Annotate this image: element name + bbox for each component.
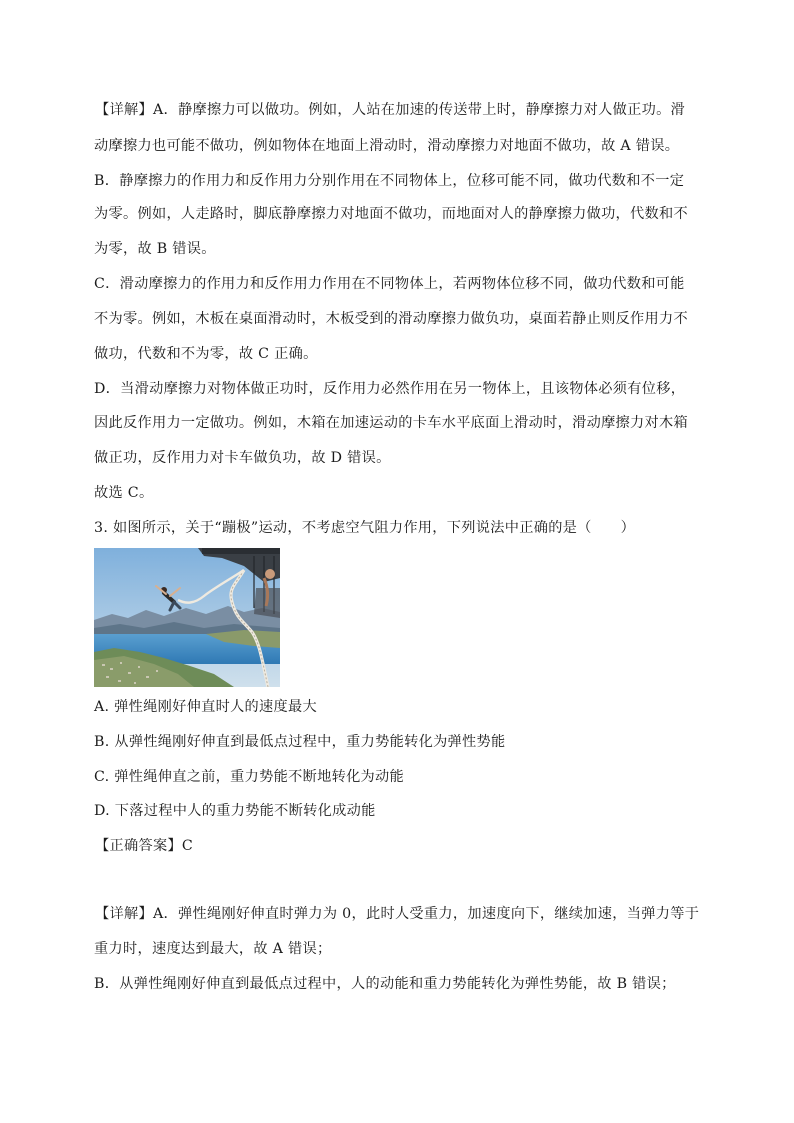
explanation-line-3: B．静摩擦力的作用力和反作用力分别作用在不同物体上，位移可能不同，做功代数和不一定 [94,173,685,189]
explanation-line-12: 故选 C。 [94,485,154,501]
bungee-photo [94,548,280,687]
detail-line-3: B．从弹性绳刚好伸直到最低点过程中，人的动能和重力势能转化为弹性势能，故 B 错误； [94,976,676,992]
option-d: D. 下落过程中人的重力势能不断转化成动能 [94,803,376,819]
explanation-line-6: C．滑动摩擦力的作用力和反作用力作用在不同物体上，若两物体位移不同，做功代数和可能 [94,276,685,292]
explanation-line-5: 为零，故 B 错误。 [94,241,216,257]
question-stem: 3. 如图所示，关于“蹦极”运动，不考虑空气阻力作用，下列说法中正确的是（ ） [94,520,636,536]
correct-answer: 【正确答案】C [95,838,194,854]
explanation-line-2: 动摩擦力也可能不做功，例如物体在地面上滑动时，滑动摩擦力对地面不做功，故 A 错误。 [94,138,680,154]
explanation-line-10: 因此反作用力一定做功。例如，木箱在加速运动的卡车水平底面上滑动时，滑动摩擦力对木箱 [94,415,688,431]
detail-line-2: 重力时，速度达到最大，故 A 错误； [94,941,332,957]
explanation-line-7: 不为零。例如，木板在桌面滑动时，木板受到的滑动摩擦力做负功，桌面若静止则反作用力不 [94,311,688,327]
explanation-line-9: D．当滑动摩擦力对物体做正功时，反作用力必然作用在另一物体上，且该物体必须有位移， [94,381,686,397]
explanation-line-8: 做功，代数和不为零，故 C 正确。 [94,346,318,362]
option-c: C. 弹性绳伸直之前，重力势能不断地转化为动能 [94,769,405,785]
detail-line-1: 【详解】A．弹性绳刚好伸直时弹力为 0，此时人受重力，加速度向下，继续加速，当弹力等于 [95,906,700,922]
option-a: A. 弹性绳刚好伸直时人的速度最大 [94,699,317,715]
explanation-line-4: 为零。例如，人走路时，脚底静摩擦力对地面不做功，而地面对人的静摩擦力做功，代数和不 [94,206,688,222]
explanation-line-1: 【详解】A．静摩擦力可以做功。例如，人站在加速的传送带上时，静摩擦力对人做正功。滑 [95,102,686,118]
option-b: B. 从弹性绳刚好伸直到最低点过程中，重力势能转化为弹性势能 [94,734,506,750]
explanation-line-11: 做正功，反作用力对卡车做负功，故 D 错误。 [94,450,391,466]
